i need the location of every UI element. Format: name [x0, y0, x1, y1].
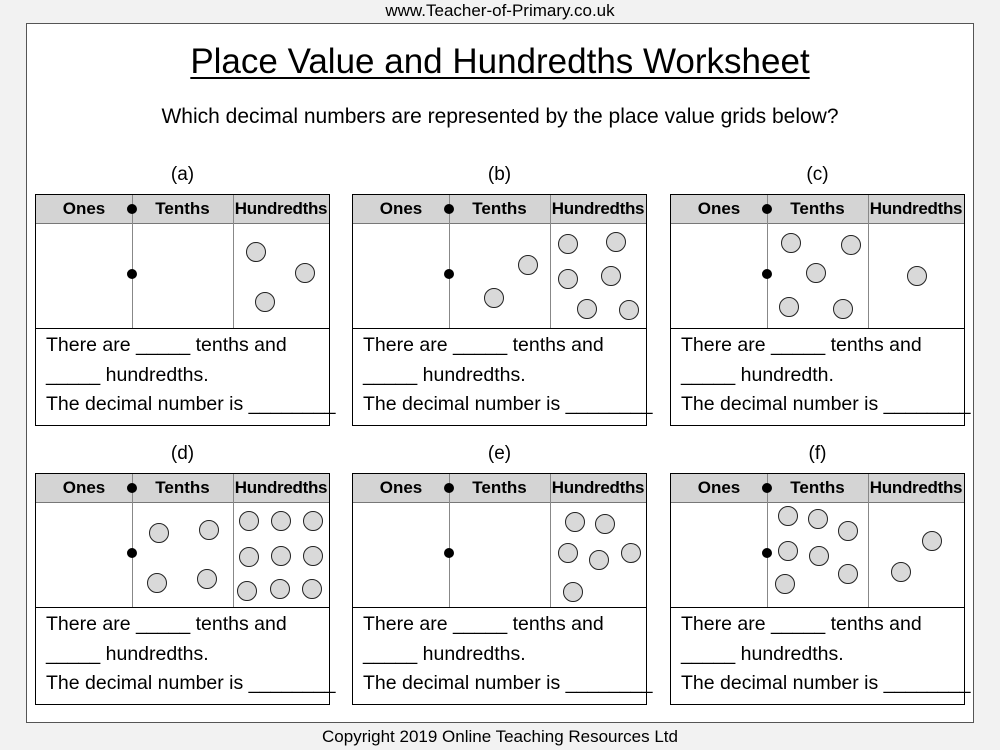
place-value-grid [670, 473, 965, 608]
column-divider [868, 195, 869, 328]
decimal-point [127, 548, 137, 558]
hundredths-counter [271, 546, 291, 566]
hundredths-counter [595, 514, 615, 534]
column-divider [550, 474, 551, 607]
answer-line-hundredths: _____ hundredths. [363, 642, 526, 665]
header-ones: Ones [697, 478, 741, 497]
answer-line-tenths: There are _____ tenths and [363, 334, 604, 356]
hundredths-counter [237, 581, 257, 601]
header-ones: Ones [697, 199, 741, 218]
header-hundredths: Hundredths [551, 199, 645, 218]
panel-label: (d) [170, 443, 195, 464]
tenths-counter [484, 288, 504, 308]
header-ones: Ones [62, 199, 106, 218]
answer-line-decimal: The decimal number is ________ [681, 393, 971, 415]
answer-line-decimal: The decimal number is ________ [46, 672, 336, 694]
hundredths-counter [295, 263, 315, 283]
column-divider [767, 474, 768, 607]
answer-line-decimal: The decimal number is ________ [363, 393, 653, 415]
hundredths-counter [270, 579, 290, 599]
column-divider [233, 474, 234, 607]
hundredths-counter [271, 511, 291, 531]
grid-header-row [353, 195, 646, 224]
column-divider [868, 474, 869, 607]
answer-box [670, 608, 971, 705]
column-divider [550, 195, 551, 328]
header-ones: Ones [379, 199, 423, 218]
tenths-counter [779, 297, 799, 317]
place-value-grid [35, 194, 330, 329]
decimal-point [444, 269, 454, 279]
question-text: Which decimal numbers are represented by the place value grids below? [161, 105, 839, 128]
tenths-counter [778, 506, 798, 526]
answer-box [352, 608, 653, 705]
decimal-point [762, 483, 772, 493]
hundredths-counter [239, 511, 259, 531]
answer-box [670, 329, 971, 426]
column-divider [233, 195, 234, 328]
grid-header-row [671, 195, 964, 224]
hundredths-counter [606, 232, 626, 252]
column-divider [132, 474, 133, 607]
tenths-counter [808, 509, 828, 529]
answer-line-decimal: The decimal number is ________ [681, 672, 971, 694]
hundredths-counter [246, 242, 266, 262]
panel-label: (a) [170, 164, 195, 185]
header-tenths: Tenths [155, 199, 210, 218]
tenths-counter [809, 546, 829, 566]
answer-line-tenths: There are _____ tenths and [46, 334, 287, 356]
answer-line-decimal: The decimal number is ________ [46, 393, 336, 415]
answer-line-hundredths: _____ hundredths. [681, 642, 844, 665]
tenths-counter [838, 521, 858, 541]
tenths-counter [841, 235, 861, 255]
hundredths-counter [891, 562, 911, 582]
worksheet-title-text: Place Value and Hundredths Worksheet [190, 42, 810, 81]
decimal-point [444, 483, 454, 493]
header-hundredths: Hundredths [551, 478, 645, 497]
hundredths-counter [558, 269, 578, 289]
header-tenths: Tenths [472, 199, 527, 218]
column-divider [449, 195, 450, 328]
tenths-counter [149, 523, 169, 543]
place-value-grid [352, 473, 647, 608]
answer-line-hundredths: _____ hundredths. [46, 363, 209, 386]
header-hundredths: Hundredths [869, 478, 963, 497]
panel-label: (f) [808, 443, 827, 464]
grid-header-row [36, 474, 329, 503]
answer-line-tenths: There are _____ tenths and [46, 613, 287, 635]
header-tenths: Tenths [790, 478, 845, 497]
decimal-point [444, 548, 454, 558]
hundredths-counter [922, 531, 942, 551]
panel-label: (b) [487, 164, 512, 185]
header-hundredths: Hundredths [869, 199, 963, 218]
hundredths-counter [619, 300, 639, 320]
column-divider [449, 474, 450, 607]
hundredths-counter [621, 543, 641, 563]
tenths-counter [833, 299, 853, 319]
answer-box [352, 329, 653, 426]
tenths-counter [518, 255, 538, 275]
hundredths-counter [239, 547, 259, 567]
answer-line-hundredths: _____ hundredths. [363, 363, 526, 386]
decimal-point [762, 269, 772, 279]
panel-label: (c) [806, 164, 829, 185]
hundredths-counter [558, 234, 578, 254]
hundredths-counter [589, 550, 609, 570]
hundredths-counter [302, 579, 322, 599]
answer-line-tenths: There are _____ tenths and [681, 613, 922, 635]
tenths-counter [199, 520, 219, 540]
site-url: www.Teacher-of-Primary.co.uk [385, 1, 615, 20]
hundredths-counter [565, 512, 585, 532]
worksheet-title [0, 42, 1000, 82]
grid-header-row [671, 474, 964, 503]
header-hundredths: Hundredths [234, 199, 328, 218]
place-value-grid [352, 194, 647, 329]
grid-header-row [36, 195, 329, 224]
header-ones: Ones [379, 478, 423, 497]
answer-box [35, 329, 336, 426]
header-ones: Ones [62, 478, 106, 497]
header-tenths: Tenths [472, 478, 527, 497]
header-tenths: Tenths [790, 199, 845, 218]
decimal-point [762, 548, 772, 558]
header-tenths: Tenths [155, 478, 210, 497]
tenths-counter [197, 569, 217, 589]
column-divider [767, 195, 768, 328]
hundredths-counter [563, 582, 583, 602]
hundredths-counter [303, 546, 323, 566]
decimal-point [127, 269, 137, 279]
tenths-counter [775, 574, 795, 594]
hundredths-counter [255, 292, 275, 312]
hundredths-counter [577, 299, 597, 319]
decimal-point [127, 204, 137, 214]
grid-header-row [353, 474, 646, 503]
header-hundredths: Hundredths [234, 478, 328, 497]
decimal-point [762, 204, 772, 214]
hundredths-counter [303, 511, 323, 531]
column-divider [132, 195, 133, 328]
answer-line-hundredths: _____ hundredth. [681, 363, 834, 386]
tenths-counter [781, 233, 801, 253]
answer-line-decimal: The decimal number is ________ [363, 672, 653, 694]
tenths-counter [778, 541, 798, 561]
answer-line-hundredths: _____ hundredths. [46, 642, 209, 665]
tenths-counter [838, 564, 858, 584]
answer-box [35, 608, 336, 705]
decimal-point [127, 483, 137, 493]
answer-line-tenths: There are _____ tenths and [363, 613, 604, 635]
place-value-grid [35, 473, 330, 608]
hundredths-counter [601, 266, 621, 286]
tenths-counter [147, 573, 167, 593]
hundredths-counter [558, 543, 578, 563]
panel-label: (e) [487, 443, 512, 464]
tenths-counter [806, 263, 826, 283]
answer-line-tenths: There are _____ tenths and [681, 334, 922, 356]
copyright-text: Copyright 2019 Online Teaching Resources Ltd [322, 727, 678, 746]
hundredths-counter [907, 266, 927, 286]
place-value-grid [670, 194, 965, 329]
decimal-point [444, 204, 454, 214]
